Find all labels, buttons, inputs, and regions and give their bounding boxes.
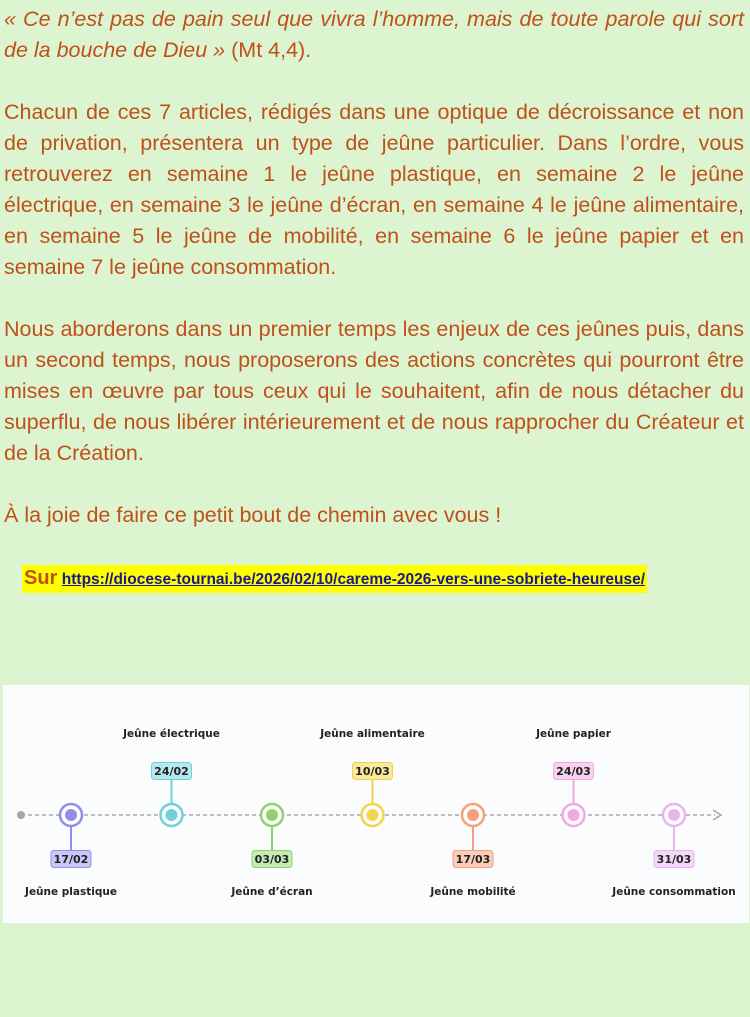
timeline-graphic bbox=[3, 685, 749, 923]
article-text bbox=[4, 4, 744, 562]
articles-paragraph: Chacun de ces 7 articles, rédigés dans une optique de décroissance et non de privation, présentera un type de jeûne particulier. Dans l’ordre, vous retrouverez en semaine 1 le jeûne plastique, en semaine 2 le jeûne électrique, en semaine 3 le jeûne d’écran, en semaine 4 le jeûne alimentaire, en semaine 5 le jeûne de mobilité, en semaine 6 le jeûne papier et en semaine 7 le jeûne consommation. bbox=[4, 100, 744, 279]
event-label: Jeûne alimentaire bbox=[320, 728, 425, 740]
event-label: Jeûne mobilité bbox=[430, 886, 516, 898]
event-date: 17/02 bbox=[53, 853, 89, 866]
event-node-center bbox=[467, 809, 479, 821]
event-label: Jeûne plastique bbox=[25, 886, 117, 898]
source-prefix: Sur bbox=[24, 567, 58, 589]
event-node-center bbox=[166, 809, 178, 821]
event-date: 24/03 bbox=[556, 765, 591, 778]
event-label: Jeûne d’écran bbox=[231, 886, 313, 898]
bible-quote-paragraph bbox=[4, 4, 744, 66]
event-date: 17/03 bbox=[455, 853, 491, 866]
source-link-line bbox=[22, 565, 647, 593]
event-date: 24/02 bbox=[154, 765, 189, 778]
event-label: Jeûne papier bbox=[536, 728, 611, 740]
event-node-center bbox=[65, 809, 77, 821]
event-label: Jeûne consommation bbox=[612, 886, 736, 898]
bible-quote-reference: (Mt 4,4). bbox=[225, 38, 312, 62]
fasting-timeline bbox=[3, 685, 749, 923]
event-node-center bbox=[367, 809, 379, 821]
source-link[interactable]: https://diocese-tournai.be/2026/02/10/careme-2026-vers-une-sobriete-heureuse/ bbox=[61, 571, 645, 588]
approach-paragraph: Nous aborderons dans un premier temps les enjeux de ces jeûnes puis, dans un second temps, nous proposerons des actions concrètes qui pourront être mises en œuvre par tous ceux qui le souhaitent, afin de nous détacher du superflu, de nous libérer intérieurement et de nous rapprocher du Créateur et de la Création. bbox=[4, 317, 744, 465]
closing-paragraph: À la joie de faire ce petit bout de chemin avec vous ! bbox=[4, 503, 502, 527]
bible-quote: « Ce n’est pas de pain seul que vivra l’homme, mais de toute parole qui sort de la bouche de Dieu » bbox=[4, 7, 744, 62]
event-label: Jeûne électrique bbox=[123, 728, 220, 740]
event-node-center bbox=[266, 809, 278, 821]
event-date: 03/03 bbox=[254, 853, 290, 866]
event-date: 31/03 bbox=[656, 853, 692, 866]
event-node-center bbox=[668, 809, 680, 821]
event-date: 10/03 bbox=[355, 765, 390, 778]
event-node-center bbox=[568, 809, 580, 821]
